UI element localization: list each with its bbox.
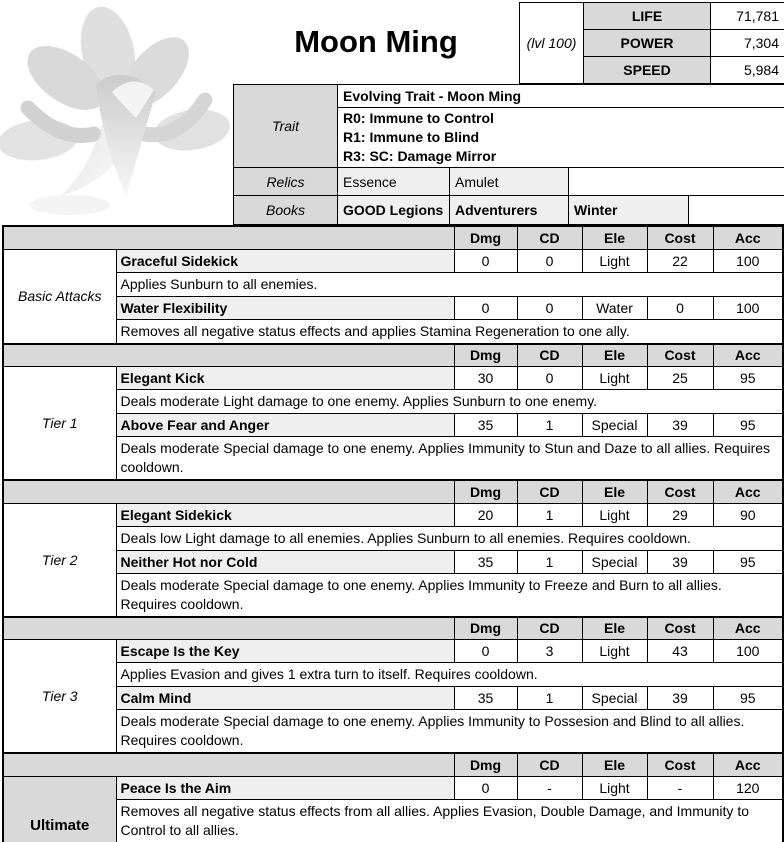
section-header-tier-3: [3, 617, 783, 640]
ability-dmg: 20: [454, 503, 517, 526]
trait-table: [233, 84, 784, 225]
ability-description: Deals moderate Light damage to one enemy. Applies Sunburn to one enemy.: [116, 390, 783, 414]
relic-item: Essence: [338, 168, 450, 196]
ability-cd: 0: [517, 249, 582, 272]
ability-ele: Light: [582, 776, 647, 799]
ability-dmg: 0: [454, 640, 517, 663]
ability-description: Applies Evasion and gives 1 extra turn to itself. Requires cooldown.: [116, 663, 783, 687]
abilities-table: [2, 225, 784, 842]
col-header-ele: Ele: [582, 226, 647, 249]
section-label-basic-attacks: Basic Attacks: [3, 249, 116, 344]
col-header-dmg: Dmg: [454, 344, 517, 367]
ability-cost: 0: [647, 296, 713, 319]
ability-cd: 1: [517, 550, 582, 573]
col-header-cd: CD: [517, 226, 582, 249]
col-header-cost: Cost: [647, 617, 713, 640]
ability-dmg: 30: [454, 367, 517, 390]
ability-row: [3, 776, 783, 799]
ability-name: Escape Is the Key: [116, 640, 454, 663]
ability-row: [3, 367, 783, 390]
ability-dmg: 0: [454, 776, 517, 799]
book-item: Winter: [569, 196, 689, 225]
ability-row: [3, 550, 783, 573]
ability-name: Peace Is the Aim: [116, 776, 454, 799]
stat-value-speed: 5,984: [711, 57, 784, 84]
ability-cd: 0: [517, 367, 582, 390]
ability-ele: Light: [582, 249, 647, 272]
ability-name: Elegant Sidekick: [116, 503, 454, 526]
trait-rank-2: R3: SC: Damage Mirror: [343, 148, 497, 164]
col-header-acc: Acc: [713, 753, 783, 776]
trait-label: Trait: [234, 85, 338, 168]
ability-acc: 95: [713, 367, 783, 390]
col-header-cost: Cost: [647, 344, 713, 367]
col-header-dmg: Dmg: [454, 753, 517, 776]
ability-name: Graceful Sidekick: [116, 249, 454, 272]
ability-cost: 39: [647, 687, 713, 710]
col-header-dmg: Dmg: [454, 617, 517, 640]
ability-desc-row: [3, 437, 783, 481]
section-header-tier-1: [3, 344, 783, 367]
ability-cost: 25: [647, 367, 713, 390]
ability-desc-row: [3, 272, 783, 296]
ability-row: [3, 687, 783, 710]
ability-acc: 120: [713, 776, 783, 799]
ability-cost: -: [647, 776, 713, 799]
header-band: [3, 226, 454, 249]
books-label: Books: [234, 196, 338, 225]
ability-name: Above Fear and Anger: [116, 414, 454, 437]
ability-dmg: 35: [454, 687, 517, 710]
stat-label-power: POWER: [584, 30, 711, 57]
col-header-ele: Ele: [582, 617, 647, 640]
ability-acc: 100: [713, 249, 783, 272]
ability-acc: 100: [713, 640, 783, 663]
ability-ele: Water: [582, 296, 647, 319]
ability-desc-row: [3, 663, 783, 687]
ability-cd: 1: [517, 503, 582, 526]
col-header-cd: CD: [517, 753, 582, 776]
books-row: [234, 196, 784, 225]
trait-rank-1: R1: Immune to Blind: [343, 129, 480, 145]
ability-ele: Special: [582, 687, 647, 710]
stat-label-speed: SPEED: [584, 57, 711, 84]
ability-name: Calm Mind: [116, 687, 454, 710]
header-band: [3, 617, 454, 640]
ability-row: [3, 414, 783, 437]
stat-label-life: LIFE: [584, 3, 711, 30]
col-header-cost: Cost: [647, 480, 713, 503]
col-header-ele: Ele: [582, 480, 647, 503]
ability-ele: Special: [582, 414, 647, 437]
header-band: [3, 753, 454, 776]
col-header-dmg: Dmg: [454, 480, 517, 503]
section-label-tier-2: Tier 2: [3, 503, 116, 617]
ability-ele: Light: [582, 367, 647, 390]
ability-cost: 22: [647, 249, 713, 272]
book-item: Adventurers: [450, 196, 569, 225]
ability-cd: -: [517, 776, 582, 799]
level-note: (lvl 100): [520, 3, 584, 84]
ability-row: [3, 249, 783, 272]
relics-row: [234, 168, 784, 196]
col-header-cost: Cost: [647, 753, 713, 776]
col-header-ele: Ele: [582, 753, 647, 776]
ability-desc-row: [3, 390, 783, 414]
ability-acc: 100: [713, 296, 783, 319]
section-label-ultimate: Ultimate: [3, 776, 116, 842]
relic-empty-cell: [569, 168, 784, 196]
ability-ele: Special: [582, 550, 647, 573]
ability-desc-row: [3, 710, 783, 754]
section-label-tier-1: Tier 1: [3, 367, 116, 481]
ability-desc-row: [3, 526, 783, 550]
trait-title-row: [234, 85, 784, 108]
section-header-tier-2: [3, 480, 783, 503]
ability-desc-row: [3, 319, 783, 344]
ability-ele: Light: [582, 503, 647, 526]
col-header-dmg: Dmg: [454, 226, 517, 249]
trait-ranks: [338, 108, 784, 168]
ability-row: [3, 503, 783, 526]
book-empty-cell: [689, 196, 784, 225]
ability-dmg: 0: [454, 296, 517, 319]
col-header-cd: CD: [517, 480, 582, 503]
ability-description: Deals moderate Special damage to one enemy. Applies Immunity to Possesion and Blind to all allies. Requires cooldown.: [116, 710, 783, 754]
ability-acc: 90: [713, 503, 783, 526]
col-header-cd: CD: [517, 617, 582, 640]
ability-cd: 1: [517, 414, 582, 437]
ability-row: [3, 296, 783, 319]
ability-cd: 1: [517, 687, 582, 710]
relic-item: Amulet: [450, 168, 569, 196]
stat-row-life: [520, 3, 784, 30]
col-header-acc: Acc: [713, 344, 783, 367]
ability-row: [3, 640, 783, 663]
ability-description: Deals moderate Special damage to one enemy. Applies Immunity to Freeze and Burn to all allies. Requires cooldown.: [116, 573, 783, 617]
col-header-acc: Acc: [713, 617, 783, 640]
ability-name: Neither Hot nor Cold: [116, 550, 454, 573]
header-band: [3, 480, 454, 503]
ability-desc-row: [3, 573, 783, 617]
ability-description: Removes all negative status effects from all allies. Applies Evasion, Double Damage, and Immunity to Control to all allies.: [116, 799, 783, 842]
trait-title: Evolving Trait - Moon Ming: [338, 85, 784, 108]
ability-acc: 95: [713, 550, 783, 573]
section-header-ultimate: [3, 753, 783, 776]
header-band: [3, 344, 454, 367]
ability-cd: 3: [517, 640, 582, 663]
book-item: GOOD Legions: [338, 196, 450, 225]
ability-cost: 43: [647, 640, 713, 663]
ability-desc-row: [3, 799, 783, 842]
ability-description: Deals moderate Special damage to one enemy. Applies Immunity to Stun and Daze to all allies. Requires cooldown.: [116, 437, 783, 481]
ability-cost: 29: [647, 503, 713, 526]
character-artwork-icon: [0, 0, 232, 225]
ability-dmg: 35: [454, 550, 517, 573]
section-label-tier-3: Tier 3: [3, 640, 116, 754]
ability-description: Applies Sunburn to all enemies.: [116, 272, 783, 296]
stats-table: [519, 2, 784, 84]
col-header-ele: Ele: [582, 344, 647, 367]
ability-acc: 95: [713, 687, 783, 710]
ability-description: Removes all negative status effects and applies Stamina Regeneration to one ally.: [116, 319, 783, 344]
ability-acc: 95: [713, 414, 783, 437]
ability-name: Water Flexibility: [116, 296, 454, 319]
header-area: [0, 0, 784, 225]
ability-dmg: 35: [454, 414, 517, 437]
ability-cost: 39: [647, 550, 713, 573]
character-name: Moon Ming: [294, 24, 458, 59]
ability-cost: 39: [647, 414, 713, 437]
ability-cd: 0: [517, 296, 582, 319]
ability-name: Elegant Kick: [116, 367, 454, 390]
col-header-acc: Acc: [713, 226, 783, 249]
relics-label: Relics: [234, 168, 338, 196]
ability-description: Deals low Light damage to all enemies. Applies Sunburn to all enemies. Requires cooldown.: [116, 526, 783, 550]
trait-rank-0: R0: Immune to Control: [343, 110, 494, 126]
col-header-cd: CD: [517, 344, 582, 367]
ability-dmg: 0: [454, 249, 517, 272]
col-header-cost: Cost: [647, 226, 713, 249]
stat-value-power: 7,304: [711, 30, 784, 57]
ability-ele: Light: [582, 640, 647, 663]
section-header-basic-attacks: [3, 226, 783, 249]
stat-value-life: 71,781: [711, 3, 784, 30]
col-header-acc: Acc: [713, 480, 783, 503]
